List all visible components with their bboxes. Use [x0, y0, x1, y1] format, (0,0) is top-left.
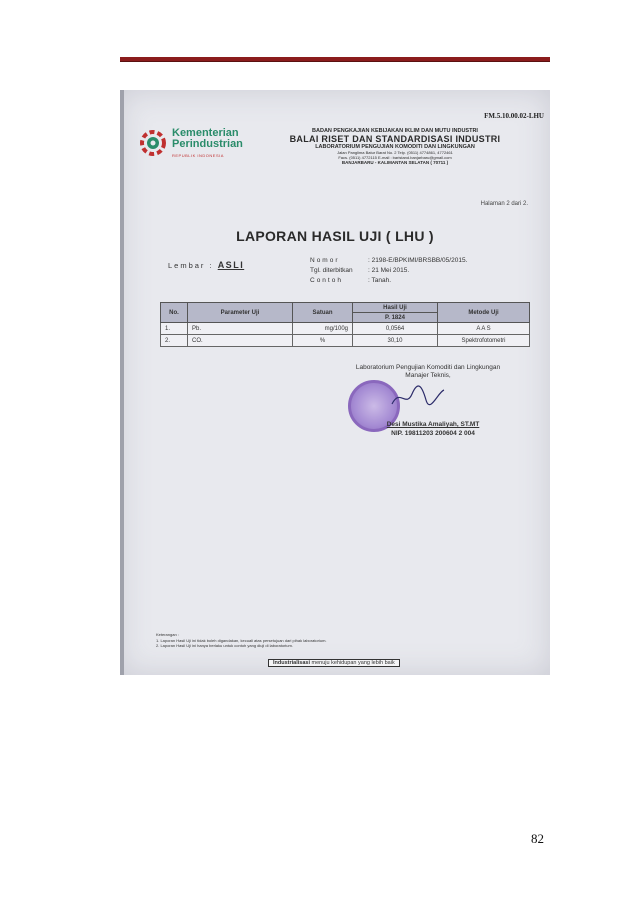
header-line-1: BADAN PENGKAJIAN KEBIJAKAN IKLIM DAN MUTU INDUSTRI	[312, 128, 478, 134]
cell-metode: A A S	[438, 323, 530, 335]
meta-row	[310, 276, 467, 286]
meta-value: : 2198-E/BPKIMI/BRSBB/05/2015.	[368, 257, 468, 264]
cell-hasil: 30,10	[353, 335, 438, 347]
col-no: No.	[161, 303, 188, 323]
meta-row	[310, 256, 467, 266]
cell-param: CO.	[188, 335, 293, 347]
notes-title: Keterangan :	[156, 632, 179, 637]
note-1: 1. Laporan Hasil Uji ini tidak boleh digandakan, kecuali atas persetujuan dari pihak laboratorium.	[156, 637, 327, 643]
header-line-5: Facs. (0511) 4772115 E-mail : baristand.banjarbaru@gmail.com	[338, 155, 452, 160]
table-row	[161, 335, 530, 347]
institution-header	[270, 128, 520, 165]
col-metode: Metode Uji	[438, 303, 530, 323]
header-line-2: BALAI RISET DAN STANDARDISASI INDUSTRI	[289, 134, 501, 144]
lembar-value: ASLI	[217, 260, 245, 270]
cell-no: 1.	[161, 323, 188, 335]
meta-key: Tgl. diterbitkan	[310, 267, 353, 274]
report-meta	[310, 256, 467, 286]
report-title: LAPORAN HASIL UJI ( LHU )	[236, 228, 434, 244]
note-2: 2. Laporan Hasil Uji ini hanya berlaku untuk contoh yang diuji di laboratorium.	[156, 643, 293, 648]
brand-name	[172, 128, 243, 161]
meta-key: Nomor	[310, 257, 340, 264]
signature-icon	[388, 382, 448, 417]
header-line-6: BANJARBARU - KALIMANTAN SELATAN ( 70711 )	[341, 160, 449, 165]
brand-line-1: Kementerian	[172, 127, 239, 139]
meta-key: Contoh	[310, 277, 343, 284]
cell-hasil: 0,0564	[353, 323, 438, 335]
brand-line-2: Perindustrian	[172, 138, 243, 150]
header-line-3: LABORATORIUM PENGUJIAN KOMODITI DAN LINGKUNGAN	[315, 144, 475, 150]
meta-value: : 21 Mei 2015.	[368, 267, 410, 274]
signer-name: Desi Mustika Amaliyah, ST.MT	[386, 421, 480, 428]
lab-signoff	[328, 364, 528, 380]
lembar	[168, 260, 244, 270]
col-satuan: Satuan	[293, 303, 353, 323]
lab-line-2: Manajer Teknis,	[405, 372, 451, 379]
meta-value: : Tanah.	[368, 277, 392, 284]
notes	[156, 632, 327, 649]
motto-box	[268, 659, 400, 667]
signer-nip: NIP. 19811203 200604 2 004	[391, 430, 475, 437]
col-param: Parameter Uji	[188, 303, 293, 323]
col-hasil: Hasil Uji	[353, 303, 438, 313]
lembar-label: Lembar :	[168, 261, 218, 270]
header-line-4: Jalan Panglima Batur Barat No. 2 Telp. (0511) 4774861, 4772461	[337, 150, 453, 155]
scanned-document	[120, 90, 550, 675]
meta-row	[310, 266, 467, 276]
cell-satuan: mg/100g	[293, 323, 353, 335]
cell-param: Pb.	[188, 323, 293, 335]
scan-edge	[120, 90, 124, 675]
motto-bold: Industrialisasi	[273, 660, 310, 666]
cell-metode: Spektrofotometri	[438, 335, 530, 347]
top-rule	[120, 57, 550, 62]
cell-no: 2.	[161, 335, 188, 347]
motto-rest: menuju kehidupan yang lebih baik	[310, 660, 395, 666]
form-code: FM.5.10.00.02-LHU	[484, 112, 544, 120]
cell-satuan: %	[293, 335, 353, 347]
lab-line-1: Laboratorium Pengujian Komoditi dan Lingkungan	[355, 364, 501, 371]
col-hasil-sub: P. 1824	[353, 313, 438, 323]
brand-sub: REPUBLIK INDONESIA	[172, 153, 224, 158]
results-table	[160, 302, 530, 347]
page-of: Halaman 2 dari 2.	[480, 201, 528, 207]
kemenperin-logo-icon	[138, 128, 168, 163]
table-row	[161, 323, 530, 335]
page-number: 82	[531, 831, 544, 846]
signer-block	[348, 420, 518, 438]
